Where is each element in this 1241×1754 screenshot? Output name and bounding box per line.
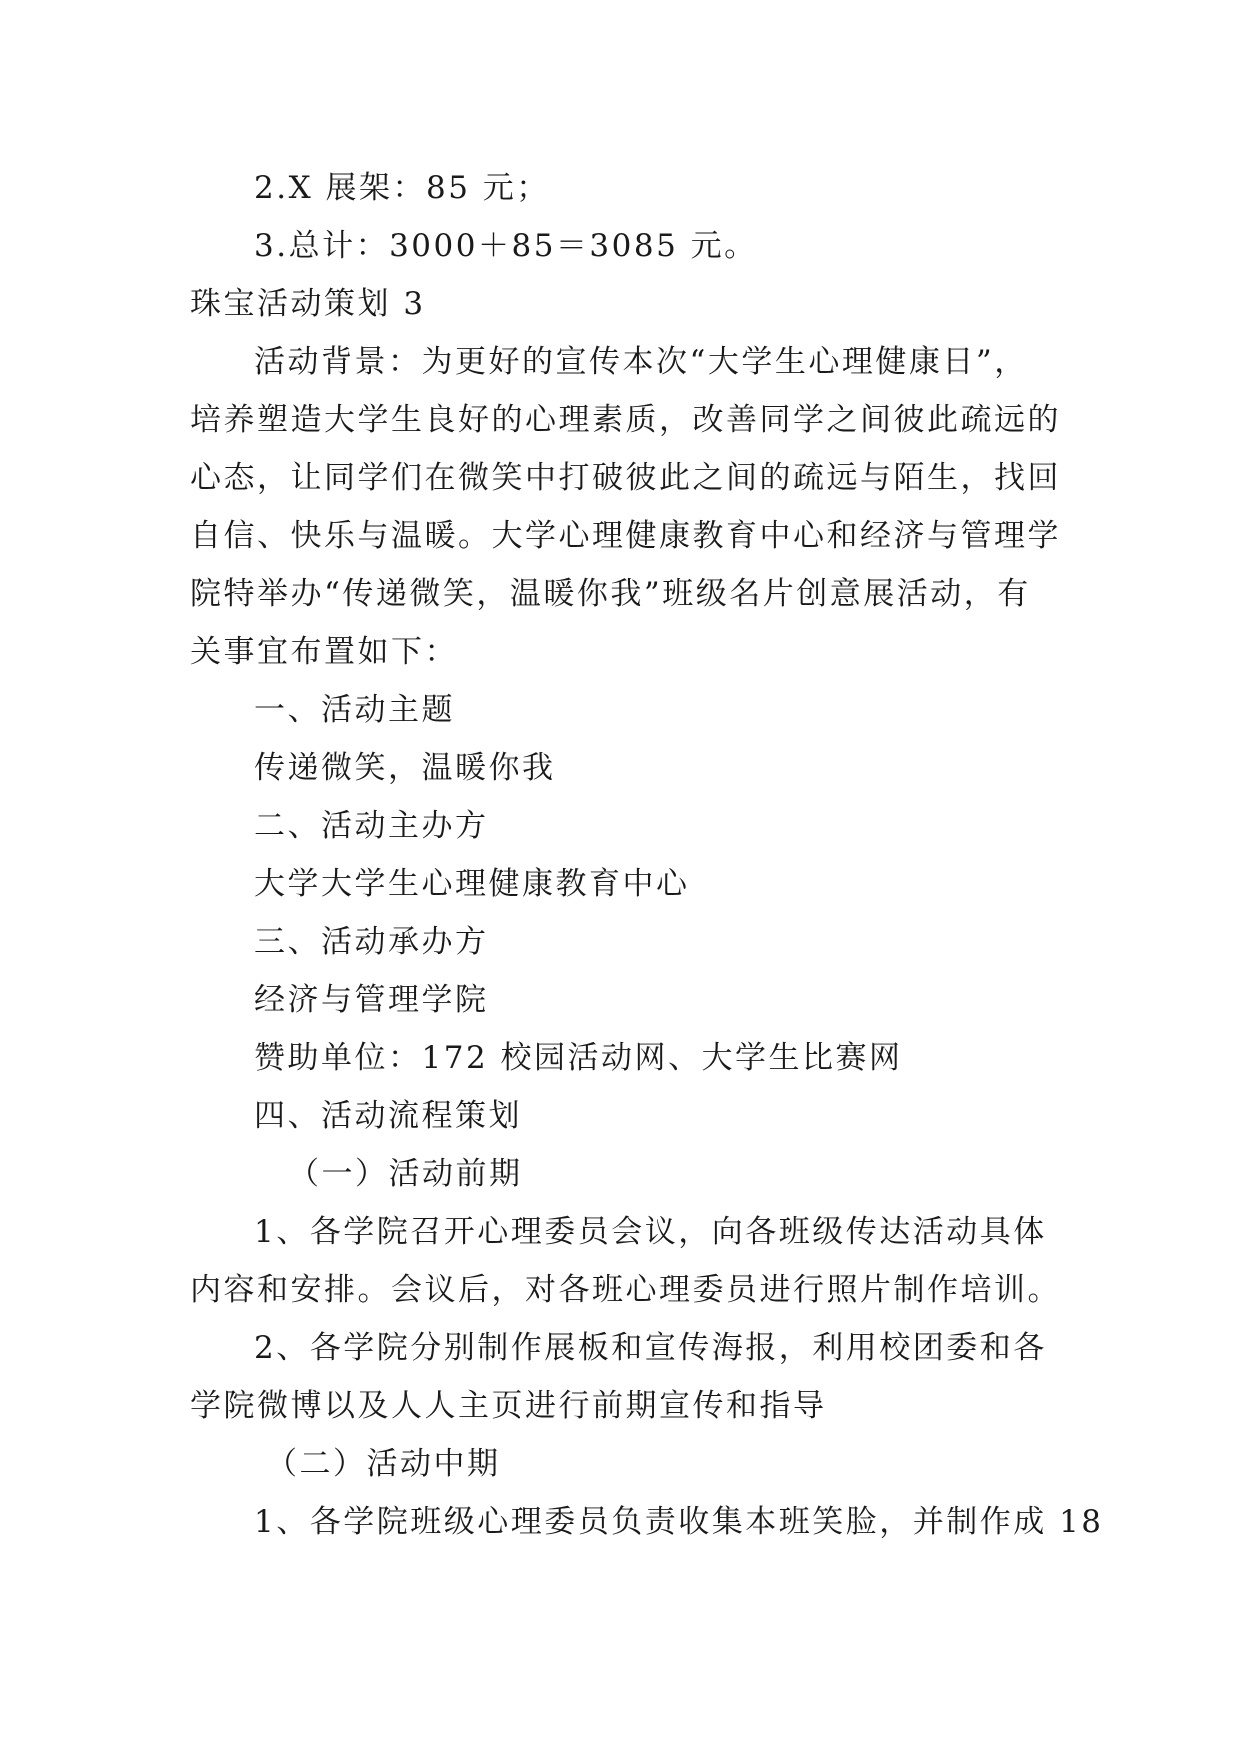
section-title: 珠宝活动策划 3 — [190, 286, 426, 322]
paragraph-background-line-3: 心态，让同学们在微笑中打破彼此之间的疏远与陌生，找回 — [190, 460, 1061, 496]
text-theme: 传递微笑，温暖你我 — [254, 750, 556, 786]
subheading-early-stage: （一）活动前期 — [288, 1156, 523, 1192]
heading-host: 三、活动承办方 — [254, 924, 489, 960]
mid-item-1-line-1: 1、各学院班级心理委员负责收集本班笑脸，并制作成 18 — [254, 1504, 1104, 1540]
heading-theme: 一、活动主题 — [254, 692, 455, 728]
text-organizer: 大学大学生心理健康教育中心 — [254, 866, 690, 902]
subheading-mid-stage: （二）活动中期 — [266, 1446, 501, 1482]
early-item-1-line-2: 内容和安排。会议后，对各班心理委员进行照片制作培训。 — [190, 1272, 1061, 1308]
heading-organizer: 二、活动主办方 — [254, 808, 489, 844]
cost-line-total: 3.总计：3000＋85＝3085 元。 — [254, 228, 758, 264]
early-item-2-line-1: 2、各学院分别制作展板和宣传海报，利用校团委和各 — [254, 1330, 1047, 1366]
paragraph-background-line-4: 自信、快乐与温暖。大学心理健康教育中心和经济与管理学 — [190, 518, 1061, 554]
paragraph-background-line-2: 培养塑造大学生良好的心理素质，改善同学之间彼此疏远的 — [190, 402, 1061, 438]
early-item-2-line-2: 学院微博以及人人主页进行前期宣传和指导 — [190, 1388, 827, 1424]
paragraph-background-line-1: 活动背景：为更好的宣传本次“大学生心理健康日”， — [254, 344, 1028, 380]
text-sponsor: 赞助单位：172 校园活动网、大学生比赛网 — [254, 1040, 903, 1076]
paragraph-background-line-6: 关事宜布置如下： — [190, 634, 458, 670]
heading-process: 四、活动流程策划 — [254, 1098, 522, 1134]
early-item-1-line-1: 1、各学院召开心理委员会议，向各班级传达活动具体 — [254, 1214, 1047, 1250]
cost-line-x-stand: 2.X 展架：85 元； — [254, 170, 550, 206]
paragraph-background-line-5: 院特举办“传递微笑，温暖你我”班级名片创意展活动，有 — [190, 576, 1031, 612]
text-host: 经济与管理学院 — [254, 982, 489, 1018]
